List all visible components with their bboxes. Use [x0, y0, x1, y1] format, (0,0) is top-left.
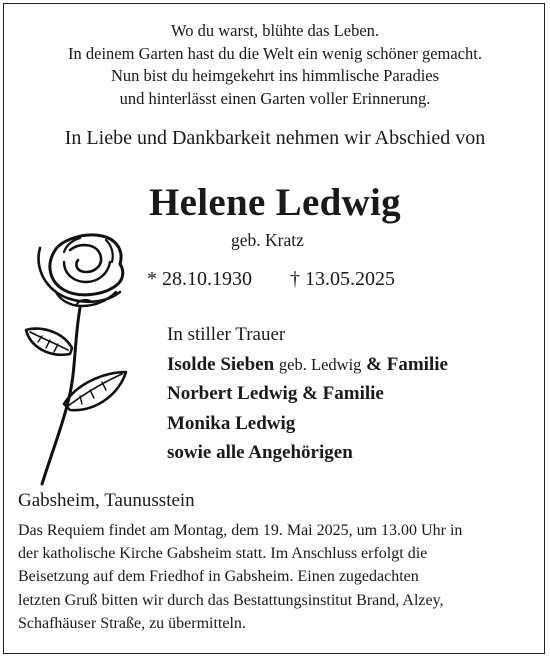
- mourner-line: Monika Ledwig: [167, 412, 296, 434]
- service-line: Das Requiem findet am Montag, dem 19. Mai 2025, um 13.00 Uhr in: [18, 522, 463, 539]
- mourners-block: [167, 320, 448, 468]
- poem-line: und hinterlässt einen Garten voller Erinnerung.: [119, 88, 431, 108]
- death-date: † 13.05.2025: [290, 268, 395, 290]
- mourner-name: Isolde Sieben: [167, 353, 275, 375]
- poem: [0, 20, 550, 110]
- service-line: Schafhäuser Straße, zu übermitteln.: [18, 614, 246, 632]
- service-line: letzten Gruß bitten wir durch das Bestattungsinstitut Brand, Alzey,: [18, 591, 444, 609]
- mourners-heading: In stiller Trauer: [167, 324, 286, 345]
- mourner-suffix: & Familie: [366, 353, 448, 375]
- mourner-line: [167, 350, 448, 380]
- service-line: Beisetzung auf dem Friedhof in Gabsheim. Einen zugedachten: [18, 568, 419, 586]
- rose-icon: [20, 222, 150, 490]
- mourner-line: sowie alle Angehörigen: [167, 442, 353, 463]
- mourner-line: Norbert Ledwig & Familie: [167, 383, 384, 404]
- poem-line: Wo du warst, blühte das Leben.: [170, 21, 380, 40]
- maiden-name: geb. Kratz: [231, 230, 304, 250]
- service-line: der katholische Kirche Gabsheim statt. Im Anschluss erfolgt die: [18, 545, 428, 563]
- service-info: [18, 519, 462, 635]
- place-text: Gabsheim, Taunusstein: [18, 490, 195, 511]
- deceased-name: Helene Ledwig: [149, 181, 401, 224]
- birth-date: * 28.10.1930: [147, 268, 252, 290]
- mourner-note: geb. Ledwig: [278, 354, 362, 374]
- poem-line: In deinem Garten hast du die Welt ein wenig schöner gemacht.: [68, 43, 482, 63]
- intro-text: In Liebe und Dankbarkeit nehmen wir Abschied von: [64, 127, 486, 149]
- poem-line: Nun bist du heimgekehrt ins himmlische Paradies: [110, 66, 440, 85]
